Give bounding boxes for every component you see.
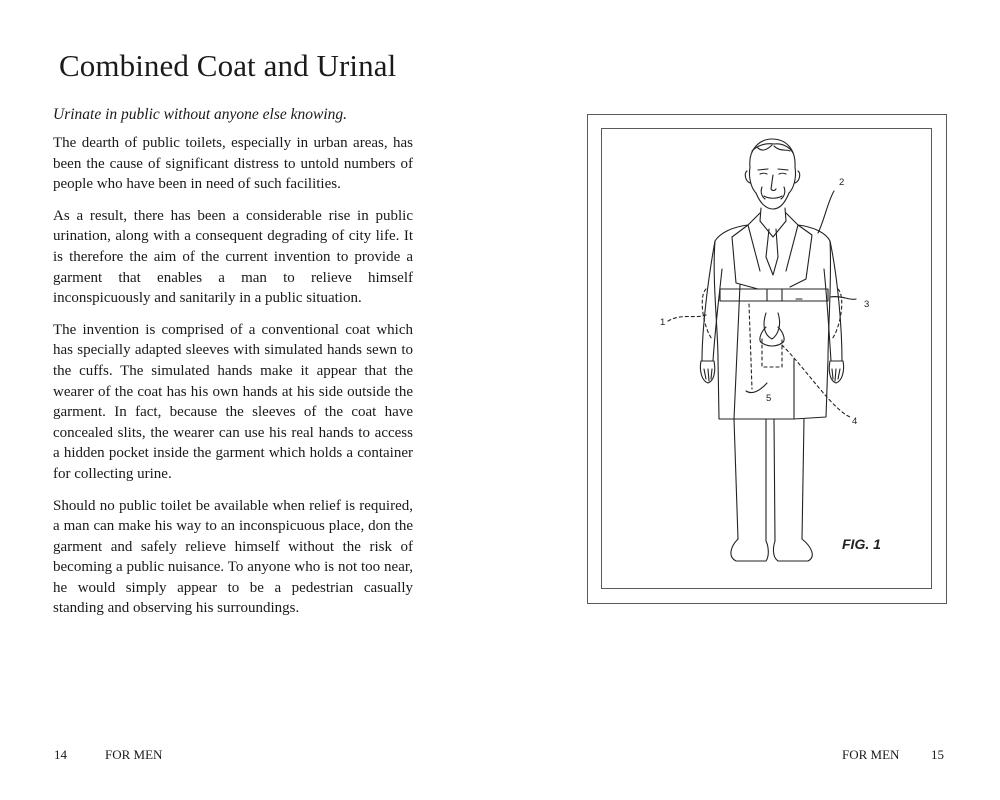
callout-4: 4 bbox=[852, 416, 858, 427]
figure-outer-frame bbox=[587, 114, 947, 604]
left-running-head: FOR MEN bbox=[105, 747, 163, 762]
callout-1: 1 bbox=[660, 317, 666, 328]
left-page-text bbox=[53, 46, 413, 619]
page-subtitle: Urinate in public without anyone else knowing. bbox=[53, 106, 348, 123]
coat-collar-drawing bbox=[732, 213, 812, 289]
figure-inner-frame bbox=[601, 128, 932, 589]
figure-label: FIG. 1 bbox=[842, 536, 881, 552]
callout-5: 5 bbox=[766, 393, 772, 404]
right-running-head: FOR MEN bbox=[842, 747, 900, 762]
right-page-number: 15 bbox=[931, 747, 944, 762]
callout-leader-lines bbox=[668, 191, 856, 417]
left-page-number: 14 bbox=[54, 747, 67, 762]
body-paragraph-2: As a result, there has been a considerable rise in public urination, along with a consequent degrading of city life. It is therefore the aim of the current invention to provide a garment that enables a man to relieve himself inconspicuously and sanitarily in a public situation. bbox=[53, 207, 413, 307]
patent-drawing-man-in-coat bbox=[602, 129, 933, 590]
head-drawing bbox=[745, 139, 799, 221]
sleeves-and-hands-drawing bbox=[700, 241, 843, 383]
coat-body-drawing bbox=[714, 225, 830, 419]
body-paragraph-1: The dearth of public toilets, especially in urban areas, has been the cause of significant distress to untold numbers of people who have been in need of such facilities. bbox=[53, 135, 413, 193]
legs-drawing bbox=[731, 419, 812, 561]
body-paragraph-3: The invention is comprised of a conventional coat which has specially adapted sleeves with simulated hands sewn to the cuffs. The simulated hands make it appear that the wearer of the coat has his own hands at his side outside the garment. In fact, because the sleeves of the coat have concealed slits, the wearer can use his real hands to access a hidden pocket inside the garment which holds a container for collecting urine. bbox=[53, 321, 413, 482]
page-title: Combined Coat and Urinal bbox=[59, 48, 397, 83]
body-paragraph-4: Should no public toilet be available when relief is required, a man can make his way to an inconspicuous place, don the garment and safely relieve himself without the risk of becoming a public nuisance. To anyone who is not too near, he would simply appear to be a pedestrian casually standing and observing his surroundings. bbox=[53, 497, 413, 617]
callout-3: 3 bbox=[864, 299, 870, 310]
callout-2: 2 bbox=[839, 177, 845, 188]
